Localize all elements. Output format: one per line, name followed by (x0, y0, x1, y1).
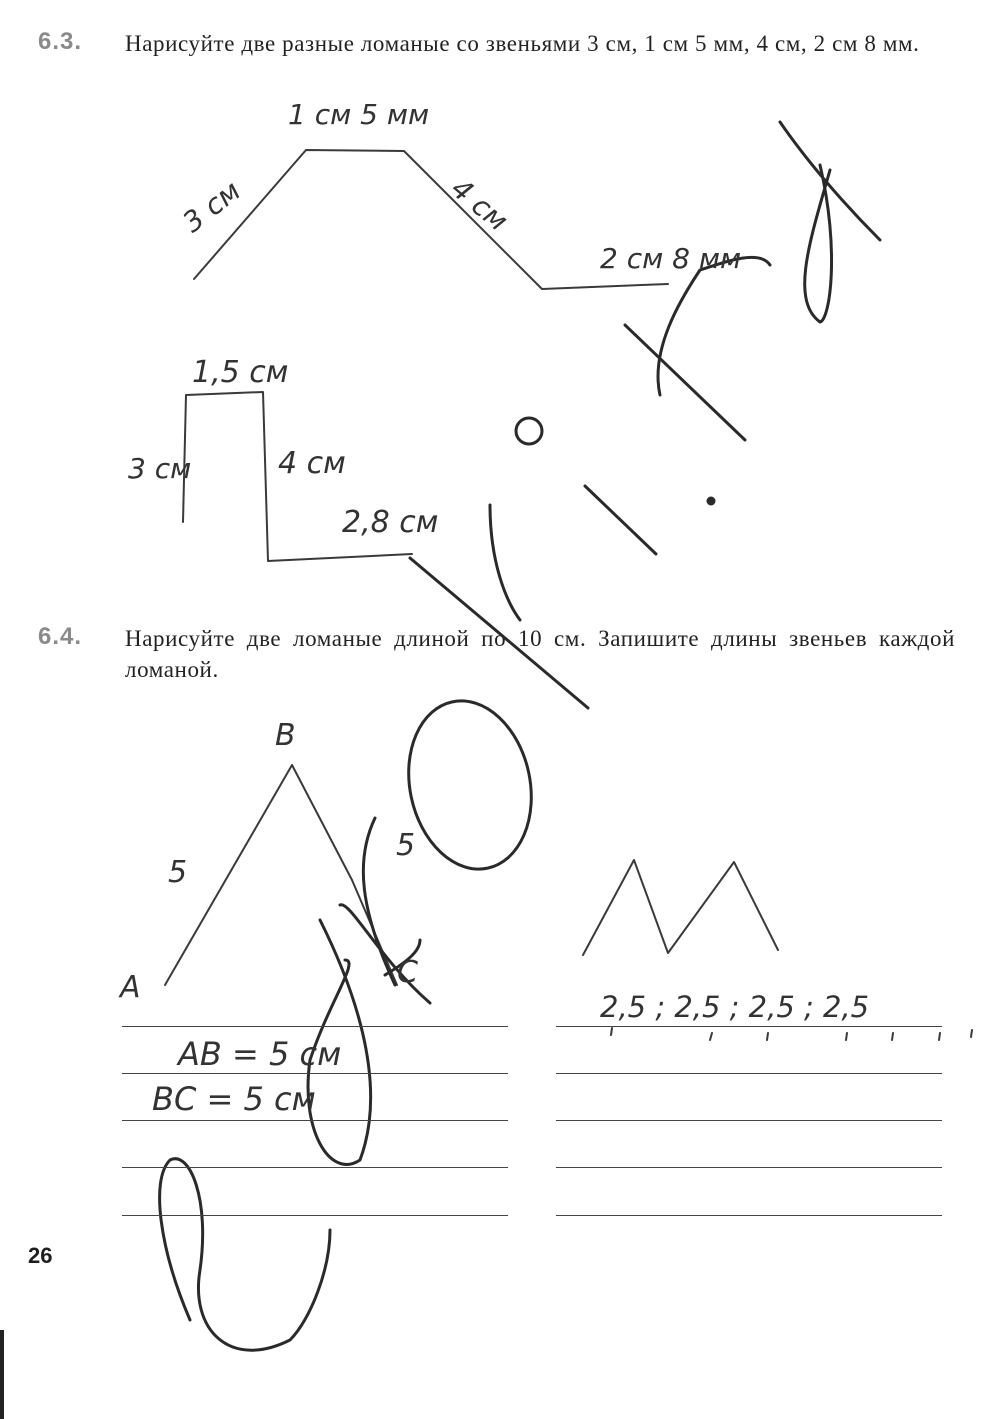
label-1-5cm: 1,5 см (192, 355, 289, 390)
answer-line (556, 1120, 942, 1121)
answer-line (556, 1167, 942, 1168)
scribble-dot (708, 498, 714, 504)
side-label-ab: 5 (168, 855, 188, 890)
label-2-8cm: 2,8 см (342, 505, 439, 540)
answer-line (122, 1215, 508, 1216)
label-4cm-1: 4 см (444, 171, 515, 238)
label-3cm-1: 3 см (176, 174, 247, 239)
answer-right: 2,5 ; 2,5 ; 2,5 ; 2,5 (600, 990, 870, 1024)
scribble-k (625, 122, 880, 440)
polyline-zigzag (583, 860, 778, 955)
answer-line (122, 1120, 508, 1121)
answer-line (556, 1026, 942, 1027)
label-3cm-2: 3 см (128, 452, 192, 485)
polyline-1 (194, 150, 668, 289)
scribble-line-1 (585, 486, 656, 554)
scan-edge (0, 1330, 4, 1419)
task-number-6-3: 6.3. (38, 28, 83, 55)
answer-line (122, 1073, 508, 1074)
answer-line (556, 1073, 942, 1074)
vertex-label-c: C (397, 955, 418, 990)
answer-line (556, 1215, 942, 1216)
label-1cm5mm: 1 см 5 мм (288, 98, 430, 131)
label-2cm8mm: 2 см 8 мм (600, 242, 742, 275)
label-4cm-2: 4 см (278, 446, 346, 481)
page-number: 26 (28, 1243, 53, 1268)
vertex-label-a: A (120, 970, 141, 1005)
scribble-e (160, 920, 371, 1350)
answer-bc: BC = 5 см (152, 1080, 316, 1118)
scribbles (160, 122, 880, 1350)
answer-ab: AB = 5 см (178, 1035, 342, 1073)
scribble-o-small (516, 418, 542, 444)
task-text-6-4: Нарисуйте две ломаные длиной по 10 см. Запишите длины звеньев каждой ломаной. (125, 626, 955, 682)
side-label-bc: 5 (396, 828, 416, 863)
vertex-label-b: B (275, 718, 296, 753)
answer-line (122, 1167, 508, 1168)
answer-line (122, 1026, 508, 1027)
task-text-6-3: Нарисуйте две разные ломаные со звеньями 3 см, 1 см 5 мм, 4 см, 2 см 8 мм. (125, 31, 920, 56)
scribble-o-large (394, 689, 547, 880)
task-number-6-4: 6.4. (38, 623, 83, 650)
